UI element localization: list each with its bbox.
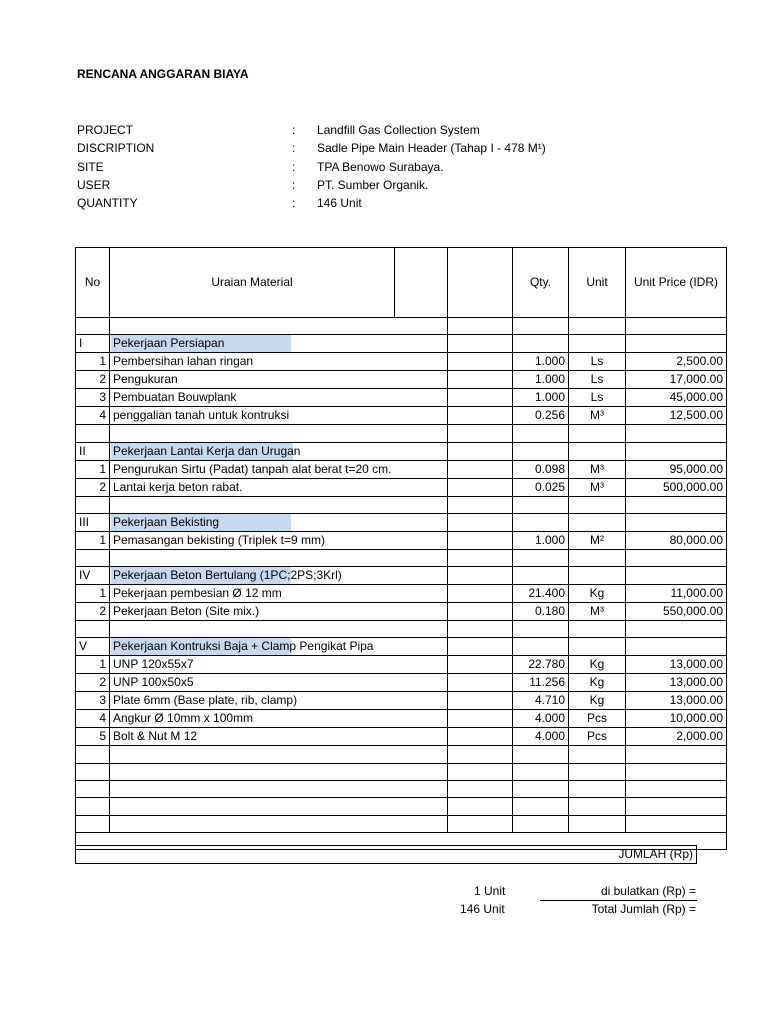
empty-cell [448,335,513,353]
item-unit: Pcs [569,728,626,746]
document-title: RENCANA ANGGARAN BIAYA [77,67,249,81]
empty-row [76,318,727,335]
empty-cell [448,425,513,442]
header-unit: Unit [569,248,626,318]
item-unit: M³ [569,460,626,478]
empty-cell [626,781,727,798]
item-unit: Ls [569,389,626,407]
empty-cell [448,728,513,746]
empty-cell [448,389,513,407]
jumlah-label: JUMLAH (Rp) [618,847,693,861]
section-title-cell [110,567,395,585]
item-qty: 22.780 [513,656,569,674]
empty-cell [448,763,513,780]
item-price: 45,000.00 [626,389,727,407]
empty-cell [448,318,513,335]
item-number: 4 [76,710,110,728]
empty-cell [448,603,513,621]
empty-cell [626,567,727,585]
item-number: 2 [76,478,110,496]
empty-row [76,425,727,442]
empty-cell [513,513,569,531]
item-number: 1 [76,460,110,478]
item-qty: 0.180 [513,603,569,621]
section-title: Pekerjaan Kontruksi Baja + Clamp Pengikat Pipa [113,639,374,654]
info-label: DISCRIPTION [77,141,155,156]
item-unit: M³ [569,478,626,496]
item-unit: Pcs [569,710,626,728]
empty-cell [395,318,448,335]
empty-cell [395,621,448,638]
footer-unit-1: 1 Unit [474,884,506,898]
empty-cell [448,549,513,566]
section-number: I [76,335,110,353]
section-number: IV [76,567,110,585]
item-price: 13,000.00 [626,674,727,692]
item-price: 550,000.00 [626,603,727,621]
empty-row [76,798,727,815]
empty-cell [569,621,626,638]
section-title-cell [110,513,395,531]
empty-cell [110,318,395,335]
section-title: Pekerjaan Bekisting [111,514,291,531]
empty-cell [395,815,448,832]
item-description: Angkur Ø 10mm x 100mm [110,710,395,728]
empty-row [76,496,727,513]
info-value: Sadle Pipe Main Header (Tahap I - 478 M¹) [317,141,546,156]
empty-cell [76,815,110,832]
footer-divider [540,900,697,901]
empty-cell [569,781,626,798]
empty-cell [626,798,727,815]
table-row [76,371,727,389]
item-qty: 1.000 [513,389,569,407]
info-value: TPA Benowo Surabaya. [317,159,444,174]
empty-cell [395,763,448,780]
empty-cell [110,781,395,798]
empty-cell [626,638,727,656]
empty-cell [626,318,727,335]
item-description: Plate 6mm (Base plate, rib, clamp) [110,692,395,710]
empty-cell [626,496,727,513]
item-number: 2 [76,603,110,621]
item-description: Bolt & Nut M 12 [110,728,395,746]
item-description: UNP 120x55x7 [110,656,395,674]
empty-cell [448,692,513,710]
item-number: 1 [76,353,110,371]
item-price: 2,500.00 [626,353,727,371]
item-qty: 4.000 [513,728,569,746]
item-qty: 0.098 [513,460,569,478]
empty-cell [626,335,727,353]
empty-cell [448,407,513,425]
table-row [76,710,727,728]
table-row [76,460,727,478]
empty-cell [395,513,448,531]
empty-cell [395,638,448,656]
item-number: 4 [76,407,110,425]
empty-cell [110,549,395,566]
empty-cell [448,710,513,728]
section-row [76,442,727,460]
table-row [76,674,727,692]
empty-cell [569,549,626,566]
empty-cell [110,621,395,638]
item-qty: 1.000 [513,531,569,549]
empty-cell [513,335,569,353]
empty-cell [395,728,448,746]
empty-cell [448,496,513,513]
empty-cell [110,496,395,513]
item-qty: 4.000 [513,710,569,728]
item-unit: Kg [569,692,626,710]
section-row [76,335,727,353]
empty-cell [569,425,626,442]
info-colon: : [292,141,296,156]
item-number: 1 [76,656,110,674]
empty-cell [513,798,569,815]
table-row [76,478,727,496]
empty-cell [448,513,513,531]
item-price: 80,000.00 [626,531,727,549]
empty-cell [448,353,513,371]
info-label: PROJECT [77,123,134,137]
empty-cell [448,798,513,815]
empty-cell [626,815,727,832]
empty-cell [395,798,448,815]
item-description: Pemasangan bekisting (Triplek t=9 mm) [110,531,395,549]
section-title-cell [110,442,395,460]
empty-cell [395,353,448,371]
empty-cell [395,567,448,585]
item-description: Pengurukan Sirtu (Padat) tanpah alat berat t=20 cm. [110,460,395,478]
item-description: Pembersihan lahan ringan [110,353,395,371]
item-qty: 21.400 [513,585,569,603]
empty-cell [110,746,395,763]
empty-cell [513,638,569,656]
empty-cell [448,478,513,496]
empty-cell [513,815,569,832]
empty-cell [448,746,513,763]
empty-cell [76,425,110,442]
item-unit: M³ [569,407,626,425]
empty-cell [513,425,569,442]
header-qty: Qty. [513,248,569,318]
table-row [76,585,727,603]
item-price: 13,000.00 [626,656,727,674]
empty-cell [76,746,110,763]
empty-cell [569,746,626,763]
table-row [76,603,727,621]
empty-cell [76,781,110,798]
empty-cell [448,371,513,389]
empty-cell [513,621,569,638]
empty-cell [395,371,448,389]
empty-cell [448,638,513,656]
header-no: No [76,248,110,318]
item-qty: 1.000 [513,353,569,371]
budget-table [75,247,727,850]
item-price: 13,000.00 [626,692,727,710]
item-unit: Kg [569,674,626,692]
empty-cell [626,425,727,442]
empty-cell [448,781,513,798]
jumlah-row [75,845,697,864]
empty-cell [395,335,448,353]
empty-cell [569,798,626,815]
item-price: 10,000.00 [626,710,727,728]
empty-cell [395,460,448,478]
empty-cell [395,478,448,496]
empty-cell [76,621,110,638]
empty-cell [448,567,513,585]
section-title-cell [110,335,395,353]
info-label: QUANTITY [77,196,138,211]
item-number: 2 [76,674,110,692]
empty-cell [395,407,448,425]
empty-cell [395,496,448,513]
table-row [76,728,727,746]
info-colon: : [292,177,296,192]
item-description: penggalian tanah untuk kontruksi [110,407,395,425]
item-number: 3 [76,389,110,407]
item-number: 2 [76,371,110,389]
section-title: Pekerjaan Beton Bertulang (1PC;2PS;3Krl) [113,568,342,583]
empty-cell [110,798,395,815]
empty-cell [569,763,626,780]
empty-row [76,621,727,638]
item-number: 1 [76,531,110,549]
item-description: UNP 100x50x5 [110,674,395,692]
item-price: 500,000.00 [626,478,727,496]
info-label: USER [77,177,111,192]
empty-cell [513,763,569,780]
empty-cell [448,674,513,692]
info-colon: : [292,123,296,137]
table-row [76,353,727,371]
section-row [76,567,727,585]
item-description: Pekerjaan pembesian Ø 12 mm [110,585,395,603]
empty-cell [395,746,448,763]
table-row [76,656,727,674]
empty-row [76,815,727,832]
item-number: 5 [76,728,110,746]
item-number: 3 [76,692,110,710]
empty-cell [395,781,448,798]
header-blank [448,248,513,318]
empty-cell [395,603,448,621]
empty-cell [513,781,569,798]
header-price: Unit Price (IDR) [626,248,727,318]
empty-cell [110,815,395,832]
empty-row [76,746,727,763]
empty-cell [448,585,513,603]
empty-cell [513,549,569,566]
empty-cell [513,318,569,335]
item-price: 12,500.00 [626,407,727,425]
empty-cell [395,585,448,603]
section-row [76,513,727,531]
section-row [76,638,727,656]
empty-cell [513,746,569,763]
budget-table-body [76,248,727,850]
empty-cell [626,621,727,638]
table-row [76,692,727,710]
empty-row [76,763,727,780]
empty-cell [448,621,513,638]
item-qty: 0.025 [513,478,569,496]
empty-cell [626,442,727,460]
section-number: II [76,442,110,460]
empty-cell [448,656,513,674]
empty-cell [626,746,727,763]
empty-cell [395,656,448,674]
empty-cell [395,442,448,460]
empty-cell [569,318,626,335]
empty-row [76,549,727,566]
empty-cell [76,496,110,513]
info-value: PT. Sumber Organik. [317,177,429,192]
section-title: Pekerjaan Persiapan [111,335,291,352]
info-colon: : [292,159,296,174]
header-blank [395,248,448,318]
item-description: Pengukuran [110,371,395,389]
empty-cell [569,442,626,460]
empty-cell [110,763,395,780]
empty-cell [569,335,626,353]
item-number: 1 [76,585,110,603]
item-description: Lantai kerja beton rabat. [110,478,395,496]
section-number: V [76,638,110,656]
header-desc: Uraian Material [110,248,395,318]
empty-cell [76,763,110,780]
section-number: III [76,513,110,531]
empty-cell [395,674,448,692]
empty-cell [513,442,569,460]
item-qty: 0.256 [513,407,569,425]
footer-total: Total Jumlah (Rp) = [591,902,696,916]
empty-cell [569,496,626,513]
empty-cell [513,567,569,585]
info-colon: : [292,196,296,211]
item-unit: Kg [569,585,626,603]
item-qty: 4.710 [513,692,569,710]
table-row [76,389,727,407]
item-price: 17,000.00 [626,371,727,389]
empty-cell [395,710,448,728]
empty-cell [395,531,448,549]
item-unit: Ls [569,371,626,389]
item-description: Pembuatan Bouwplank [110,389,395,407]
section-title-cell [110,638,395,656]
empty-cell [569,815,626,832]
item-unit: Ls [569,353,626,371]
empty-row [76,781,727,798]
empty-cell [569,567,626,585]
empty-cell [626,549,727,566]
info-value: Landfill Gas Collection System [317,123,480,137]
empty-cell [626,763,727,780]
table-row [76,407,727,425]
empty-cell [395,425,448,442]
table-row [76,531,727,549]
empty-cell [395,549,448,566]
empty-cell [513,496,569,513]
empty-cell [448,531,513,549]
item-qty: 11.256 [513,674,569,692]
empty-cell [76,318,110,335]
empty-cell [448,442,513,460]
empty-cell [76,549,110,566]
empty-cell [76,798,110,815]
empty-cell [626,513,727,531]
item-unit: Kg [569,656,626,674]
info-label: SITE [77,159,104,174]
empty-cell [448,460,513,478]
empty-cell [395,692,448,710]
item-unit: M² [569,531,626,549]
empty-cell [110,425,395,442]
info-value: 146 Unit [317,196,362,211]
empty-cell [448,815,513,832]
item-description: Pekerjaan Beton (Site mix.) [110,603,395,621]
item-price: 2,000.00 [626,728,727,746]
section-title: Pekerjaan Lantai Kerja dan Urugan [113,443,301,458]
table-header-row [76,248,727,318]
empty-cell [569,513,626,531]
item-price: 95,000.00 [626,460,727,478]
empty-cell [395,389,448,407]
item-qty: 1.000 [513,371,569,389]
empty-cell [569,638,626,656]
item-unit: M³ [569,603,626,621]
item-price: 11,000.00 [626,585,727,603]
footer-dibulatkan: di bulatkan (Rp) = [600,884,696,898]
footer-unit-146: 146 Unit [460,902,505,916]
